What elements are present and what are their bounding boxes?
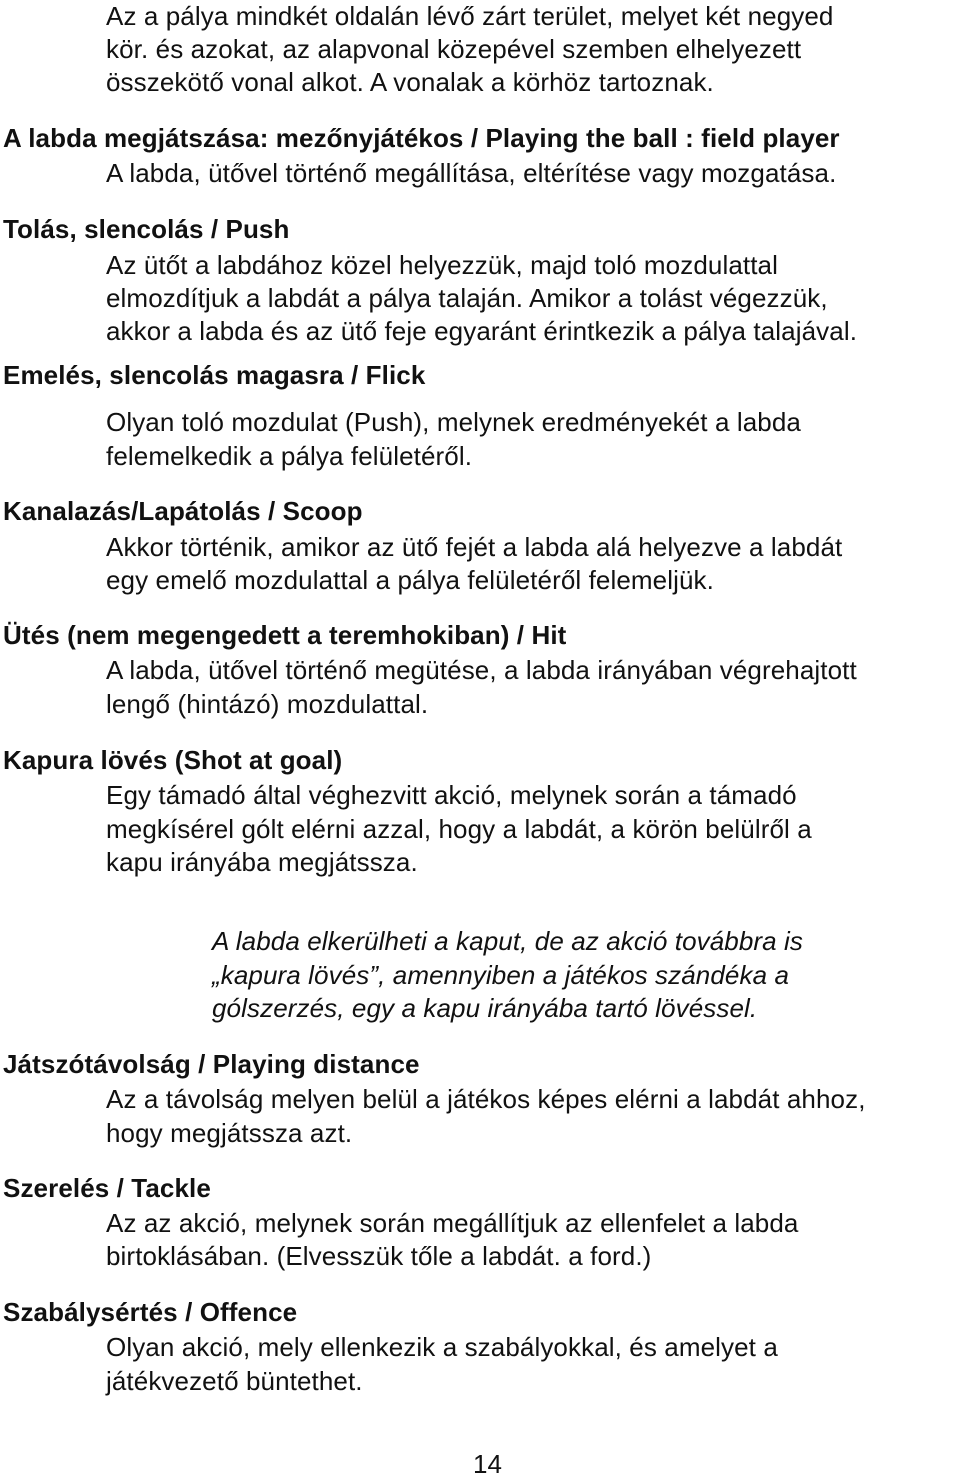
intro-line: összekötő vonal alkot. A vonalak a körhöz tartoznak.	[106, 67, 714, 97]
definition-line: Az ütőt a labdához közel helyezzük, majd toló mozdulattal	[106, 250, 778, 280]
term-heading-playing-distance: Játszótávolság / Playing distance	[3, 1049, 420, 1079]
definition-line: játékvezető büntethet.	[106, 1366, 363, 1396]
definition-line: Az az akció, melynek során megállítjuk az ellenfelet a labda	[106, 1208, 799, 1238]
definition-line: kapu irányába megjátssza.	[106, 847, 418, 877]
definition-line: hogy megjátssza azt.	[106, 1118, 353, 1148]
page-number: 14	[473, 1449, 502, 1479]
definition-line: A labda, ütővel történő megállítása, eltérítése vagy mozgatása.	[106, 158, 837, 188]
definition-line: birtoklásában. (Elvesszük tőle a labdát. a ford.)	[106, 1241, 652, 1271]
definition-line: egy emelő mozdulattal a pálya felületéről felemeljük.	[106, 565, 714, 595]
term-heading-playing-the-ball: A labda megjátszása: mezőnyjátékos / Playing the ball : field player	[3, 123, 840, 153]
term-heading-push: Tolás, slencolás / Push	[3, 214, 290, 244]
term-heading-hit: Ütés (nem megengedett a teremhokiban) / Hit	[3, 620, 567, 650]
term-heading-flick: Emelés, slencolás magasra / Flick	[3, 360, 426, 390]
definition-line: megkísérel gólt elérni azzal, hogy a labdát, a körön belülről a	[106, 814, 812, 844]
term-heading-offence: Szabálysértés / Offence	[3, 1297, 298, 1327]
definition-line: akkor a labda és az ütő feje egyaránt érintkezik a pálya talajával.	[106, 316, 858, 346]
term-heading-tackle: Szerelés / Tackle	[3, 1173, 211, 1203]
italic-note-line: A labda elkerülheti a kaput, de az akció továbbra is	[212, 926, 804, 956]
definition-line: Olyan toló mozdulat (Push), melynek eredményekét a labda	[106, 407, 801, 437]
italic-note-line: „kapura lövés”, amennyiben a játékos szándéka a	[212, 960, 790, 990]
definition-line: Akkor történik, amikor az ütő fejét a labda alá helyezve a labdát	[106, 532, 843, 562]
definition-line: felemelkedik a pálya felületéről.	[106, 441, 473, 471]
italic-note-line: gólszerzés, egy a kapu irányába tartó lövéssel.	[212, 993, 758, 1023]
definition-line: Az a távolság melyen belül a játékos képes elérni a labdát ahhoz,	[106, 1084, 866, 1114]
definition-line: elmozdítjuk a labdát a pálya talaján. Amikor a tolást végezzük,	[106, 283, 828, 313]
definition-line: Egy támadó által véghezvitt akció, melynek során a támadó	[106, 780, 797, 810]
definition-line: lengő (hintázó) mozdulattal.	[106, 689, 429, 719]
term-heading-scoop: Kanalazás/Lapátolás / Scoop	[3, 496, 363, 526]
definition-line: A labda, ütővel történő megütése, a labda irányában végrehajtott	[106, 655, 857, 685]
term-heading-shot-at-goal: Kapura lövés (Shot at goal)	[3, 745, 343, 775]
intro-line: kör. és azokat, az alapvonal közepével szemben elhelyezett	[106, 34, 802, 64]
intro-line: Az a pálya mindkét oldalán lévő zárt terület, melyet két negyed	[106, 1, 834, 31]
definition-line: Olyan akció, mely ellenkezik a szabályokkal, és amelyet a	[106, 1332, 778, 1362]
